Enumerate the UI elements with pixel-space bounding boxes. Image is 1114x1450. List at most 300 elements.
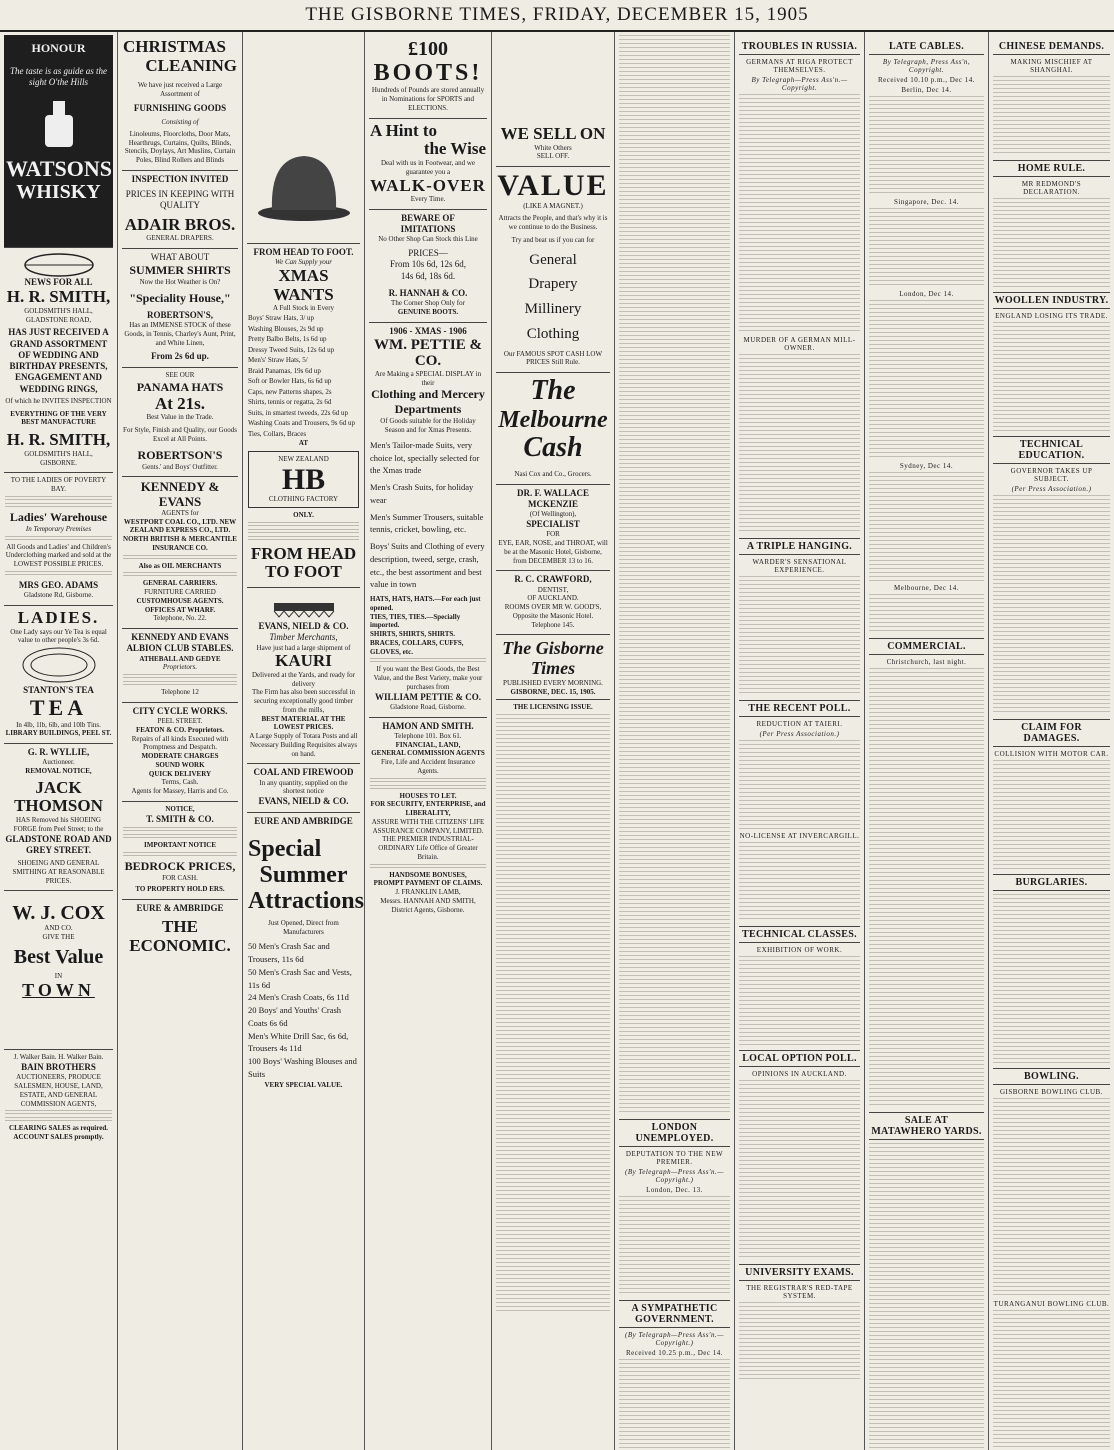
crawford-ad <box>496 571 610 635</box>
eure-ambridge-1: EURE & AMBRIDGE <box>136 903 224 914</box>
times-date: GISBORNE, DEC. 15, 1905. <box>496 688 610 700</box>
sell-off: SELL OFF. <box>536 152 570 161</box>
crawford-role: DENTIST, <box>537 585 569 594</box>
sympathetic-time: Received 10.25 p.m., Dec 14. <box>625 1349 723 1357</box>
bain-names: J. Walker Bain. H. Walker Bain. <box>13 1053 104 1062</box>
bain-account: ACCOUNT SALES promptly. <box>13 1133 104 1142</box>
pettie-braces: BRACES, COLLARS, CUFFS, GLOVES, etc. <box>370 638 464 656</box>
column-9 <box>989 32 1114 1450</box>
kennedy-evans-ad-2 <box>122 629 238 703</box>
beware-no: No Other Shop Can Stock this Line <box>378 235 478 244</box>
russia-body <box>739 94 860 334</box>
hannah-genuine: GENUINE BOOTS. <box>397 307 459 316</box>
evans-delivered: Delivered at the Yards, and ready for delivery <box>251 670 356 688</box>
times-title: The Gisborne Times <box>502 638 604 679</box>
cycle-title: CITY CYCLE WORKS. <box>132 705 228 716</box>
cleaning-word: CLEANING <box>145 55 237 75</box>
value-attracts: Attracts the People, and that's why it is we continue to do the Business. <box>498 214 608 232</box>
christmas-word: CHRISTMAS <box>123 37 226 56</box>
very-special: VERY SPECIAL VALUE. <box>264 1080 343 1089</box>
notice-heading: NOTICE, <box>165 804 195 813</box>
robertson-1: ROBERTSON'S, <box>147 310 213 321</box>
cycle-props: FEATON & CO. Proprietors. <box>135 725 225 734</box>
late-melbourne: Melbourne, Dec 14. <box>894 584 959 592</box>
xmas-wants: XMAS WANTS <box>273 266 334 304</box>
cycle-sound: SOUND WORK <box>155 760 205 769</box>
crawford-rooms: ROOMS OVER MR W. GOOD'S, Opposite the Masonic Hotel. <box>504 603 602 620</box>
globe-icon <box>19 251 99 277</box>
pettie-if-want: If you want the Best Goods, the Best Value, and the Best Variety, make your purchases from <box>373 665 483 691</box>
pettie-item-4: Boys' Suits and Clothing of every description, tweed, serge, crash, etc., the best assortment and best value in town <box>370 541 485 590</box>
poll-body <box>739 740 860 830</box>
mckenzie-role: SPECIALIST <box>526 519 580 530</box>
we-can-supply: We Can Supply your <box>274 258 333 267</box>
tea-stockist: LIBRARY BUILDINGS, PEEL ST. <box>5 729 112 738</box>
hamon-fin: FINANCIAL, LAND, <box>395 740 461 749</box>
tea-claim: One Lady says our Ye Tea is equal value to other people's 3s 6d. <box>10 627 107 645</box>
bain-role: AUCTIONEERS, PRODUCE SALESMEN, HOUSE, LAND, ESTATE, AND GENERAL COMMISSION AGENTS, <box>14 1073 103 1108</box>
security-line: FOR SECURITY, ENTERPRISE, and LIBERALITY, <box>370 800 486 818</box>
thomson-addr: GLADSTONE ROAD AND GREY STREET. <box>5 833 112 855</box>
honour-label: HONOUR <box>31 41 86 55</box>
watsons-whisky-ad <box>4 35 113 248</box>
xmas-year: 1906 - XMAS - 1906 <box>389 325 467 336</box>
evans-stock: A Large Supply of Totara Posts and all Necessary Building Requisites always on hand. <box>249 732 358 758</box>
mckenzie-ad <box>496 485 610 572</box>
at-label: AT <box>298 439 309 448</box>
bowling-body-2 <box>993 1310 1110 1450</box>
atheball-gedye: ATHEBALL AND GEDYE <box>139 654 221 663</box>
deputation-credit: (By Telegraph—Press Ass'n.—Copyright.) <box>625 1168 724 1184</box>
watsons-brand: WATSONS <box>6 155 112 181</box>
coal-name: EVANS, NIELD & CO. <box>258 796 349 807</box>
hannah-corner: The Corner Shop Only for <box>391 299 465 308</box>
adair-role: GENERAL DRAPERS. <box>146 234 214 243</box>
panama-price: At 21s. <box>154 393 206 413</box>
crawford-name: R. C. CRAWFORD, <box>514 574 592 585</box>
mens-item-5: Suits, in smartest tweeds, 22s 6d up <box>248 408 348 417</box>
thomson-name: JACK THOMSON <box>14 777 103 816</box>
mens-item-4: Shirts, tennis or regatta, 2s 6d <box>248 398 332 407</box>
hint-ad <box>369 119 487 210</box>
pettie-hats: HATS, HATS, HATS.—For each just opened. <box>370 595 481 612</box>
economic-ad <box>122 900 238 961</box>
value-like: (LIKE A MAGNET.) <box>523 201 583 210</box>
matawhero-body <box>869 1143 984 1450</box>
hamon-fire: Fire, Life and Accident Insurance Agents. <box>381 758 475 775</box>
speciality-house: "Speciality House," <box>129 291 231 306</box>
kennedy-name-1: KENNEDY & EVANS <box>140 479 220 509</box>
riga-sub: GERMANS AT RIGA PROTECT THEMSELVES. <box>746 58 853 74</box>
matawhero-heading: SALE AT MATAWHERO YARDS. <box>869 1112 984 1140</box>
hint-wise: the Wise <box>423 139 486 159</box>
column-8 <box>865 32 989 1450</box>
smith-co-name: T. SMITH & CO. <box>146 813 214 824</box>
hamon-smith-ad <box>369 718 487 920</box>
bowler-hat-icon <box>254 38 354 228</box>
smith-address-2: GOLDSMITH'S HALL, GISBORNE. <box>24 449 93 467</box>
russia-heading: TROUBLES IN RUSSIA. <box>739 39 860 55</box>
smith-name-1: H. R. SMITH, <box>6 287 111 307</box>
saw-icon <box>264 591 344 621</box>
ladies-lines: All Goods and Ladies' and Children's Underclothing marked and sold at the LOWEST POSSIBLE PRICES. <box>5 542 112 569</box>
hint-text: Deal with us in Footwear, and we guarantee you a <box>380 159 475 176</box>
cox-and: AND CO. <box>44 924 73 933</box>
property-holders: TO PROPERTY HOLD ERS. <box>135 885 225 894</box>
column-7 <box>735 32 865 1450</box>
boots-text: Hundreds of Pounds are stored annually in Nominations for SPORTS and ELECTIONS. <box>371 86 485 112</box>
robertson-2: ROBERTSON'S <box>137 447 223 462</box>
removal-notice: REMOVAL NOTICE, <box>25 767 92 775</box>
hb-nz: NEW ZEALAND <box>278 454 329 463</box>
cycle-agents: Agents for Massey, Harris and Co. <box>131 787 229 796</box>
just-opened: Just Opened, Direct from Manufacturers <box>268 918 339 936</box>
attraction-6: 100 Boys' Washing Blouses and Suits <box>248 1056 357 1079</box>
summer-shirts-ad <box>122 249 238 368</box>
mens-item-3: Caps, new Patterns shapes, 2s <box>248 387 332 396</box>
thomson-text: HAS Removed his SHOEING FORGE from Peel Street; to the <box>13 816 104 833</box>
home-rule-body <box>993 198 1110 288</box>
kennedy-evans-ad-1 <box>122 477 238 629</box>
attractions-list <box>248 940 359 1080</box>
sympathetic-heading: A SYMPATHETIC GOVERNMENT. <box>619 1300 730 1328</box>
attraction-2: 50 Men's Crash Sac and Vests, 11s 6d <box>248 966 352 990</box>
hat-illustration <box>247 35 360 244</box>
sympathetic-body <box>619 1359 730 1450</box>
column-5 <box>492 32 615 1450</box>
editorial <box>496 635 610 1314</box>
kennedy-oil: Also as OIL MERCHANTS <box>138 561 222 570</box>
eure-ad <box>247 813 364 1094</box>
hamon-gen: GENERAL COMMISSION AGENTS <box>371 749 485 758</box>
ladies-title: Ladies' Warehouse <box>9 509 108 524</box>
russia-copyright: By Telegraph—Press Ass'n.—Copyright. <box>751 76 848 92</box>
walk-over: WALK-OVER <box>370 175 486 195</box>
bain-clearing: CLEARING SALES as required. <box>9 1124 108 1133</box>
column-6-body-top <box>619 35 730 1115</box>
late-berlin: Berlin, Dec 14. <box>901 86 952 94</box>
column-6 <box>615 32 735 1450</box>
late-body-4 <box>869 472 984 582</box>
mens-item-2: Soft or Bowler Hats, 6s 6d up <box>248 377 332 386</box>
hanging-body <box>739 576 860 696</box>
assure-line: ASSURE WITH THE CITIZENS' LIFE ASSURANCE COMPANY, LIMITED. <box>371 817 485 835</box>
hamon-district: District Agents, Gisborne. <box>391 905 465 914</box>
smith-received: HAS JUST RECEIVED A GRAND ASSORTMENT OF WEDDING AND BIRTHDAY PRESENTS, ENGAGEMENT AND WEDDING RINGS, <box>8 327 109 394</box>
houses-to-let: HOUSES TO LET. <box>399 791 457 800</box>
redmond-sub: MR REDMOND'S DECLARATION. <box>1021 180 1082 196</box>
whisky-brand: WHISKY <box>16 180 101 203</box>
cycle-quick: QUICK DELIVERY <box>148 769 212 778</box>
exhibition-sub: EXHIBITION OF WORK. <box>756 946 843 954</box>
invercargill-sub: NO-LICENSE AT INVERCARGILL. <box>739 832 860 840</box>
london-unemployed-heading: LONDON UNEMPLOYED. <box>619 1119 730 1147</box>
technical-body <box>739 956 860 1046</box>
attractions-word: Attractions <box>248 888 364 915</box>
bowling-heading: BOWLING. <box>993 1068 1110 1085</box>
smith-invite: Of which he INVITES INSPECTION <box>5 396 112 405</box>
cash-word: Cash <box>523 432 583 464</box>
prices-keeping: PRICES IN KEEPING WITH QUALITY <box>125 189 235 211</box>
from-head-to-foot-2: FROM HEAD TO FOOT <box>250 543 357 582</box>
hint-a: A Hint to <box>370 120 438 140</box>
burglaries-heading: BURGLARIES. <box>993 874 1110 891</box>
ladies-warehouse-ad <box>4 473 113 606</box>
smith-everything: EVERYTHING OF THE VERY BEST MANUFACTURE <box>10 409 107 427</box>
ladies-owner: MRS GEO. ADAMS <box>18 579 99 590</box>
prices-1: From 10s 6d, 12s 6d, <box>389 259 466 270</box>
recent-poll-heading: THE RECENT POLL. <box>739 700 860 717</box>
boys-straw-hats: Boys' Straw Hats, 3/ up <box>248 314 315 323</box>
tea-word: TEA <box>29 695 88 721</box>
kauri-word: KAURI <box>275 651 332 671</box>
deputation-sub: DEPUTATION TO THE NEW PREMIER. <box>625 1150 724 1166</box>
bain-ad <box>4 1050 113 1147</box>
evans-name: EVANS, NIELD & CO. <box>258 621 349 631</box>
home-rule-heading: HOME RULE. <box>993 160 1110 177</box>
crawford-tel: Telephone 145. <box>531 620 575 629</box>
pettie-name: WM. PETTIE & CO. <box>374 336 482 370</box>
kennedy-tel: Telephone, No. 22. <box>153 614 207 623</box>
cox-give: GIVE THE <box>42 933 75 942</box>
kennedy-name-2: KENNEDY AND EVANS <box>131 632 229 643</box>
bowling-body-1 <box>993 1098 1110 1298</box>
value-ad <box>496 167 610 373</box>
crawford-of: OF AUCKLAND. <box>527 594 579 603</box>
late-received: Received 10.10 p.m., Dec 14. <box>877 76 975 84</box>
late-cables-heading: LATE CABLES. <box>869 39 984 55</box>
we-sell-on: WE SELL ON <box>500 124 606 143</box>
pettie-shirts: SHIRTS, SHIRTS, SHIRTS. <box>370 630 456 639</box>
value-title: VALUE <box>497 169 609 203</box>
column-4 <box>365 32 492 1450</box>
albion-stables: ALBION CLUB STABLES. <box>126 643 234 654</box>
hannah-name: R. HANNAH & CO. <box>388 287 468 298</box>
chinese-body <box>993 76 1110 156</box>
evans-notice: The Firm has also been successful in securing exceptionally good timber from the mills, <box>251 688 356 714</box>
general-word: General <box>529 251 577 268</box>
wyllie-name: G. R. WYLLIE, <box>27 747 90 757</box>
sell-on-ad <box>496 35 610 167</box>
london-body <box>619 1196 730 1296</box>
university-exams-heading: UNIVERSITY EXAMS. <box>739 1264 860 1281</box>
sympathetic-credit: (By Telegraph—Press Ass'n.—Copyright.) <box>625 1331 724 1347</box>
masthead: THE GISBORNE TIMES, FRIDAY, DECEMBER 15, 1905 <box>0 0 1114 32</box>
panama-style: For Style, Finish and Quality, our Goods Excel at All Points. <box>123 426 237 443</box>
melbourne-cash-ad <box>496 373 610 485</box>
smith-name-2: H. R. SMITH, <box>6 430 111 450</box>
boys-list <box>248 313 359 439</box>
hb-logo <box>248 451 359 508</box>
late-body-5 <box>869 594 984 634</box>
technical-classes-heading: TECHNICAL CLASSES. <box>739 926 860 943</box>
mens-item-7: Ties, Collars, Braces <box>248 429 307 438</box>
cycle-moderate: MODERATE CHARGES <box>141 752 219 761</box>
value-try: Try and beat us if you can for <box>511 235 595 244</box>
claim-body <box>993 760 1110 870</box>
millinery-word: Millinery <box>524 301 582 318</box>
evans-role: Timber Merchants, <box>269 632 338 643</box>
hamon-name: HAMON AND SMITH. <box>382 720 474 731</box>
cash-melbourne: Melbourne <box>498 406 608 433</box>
bottle-icon <box>29 99 89 149</box>
column-3 <box>243 32 365 1450</box>
mckenzie-of: (Of Wellington), <box>529 510 577 519</box>
important-notice: IMPORTANT NOTICE <box>143 840 217 849</box>
kennedy-carriers: GENERAL CARRIERS. <box>142 579 218 588</box>
pettie-ad <box>369 323 487 718</box>
late-london: London, Dec 14. <box>899 290 954 298</box>
watsons-tagline: The taste is as guide as the sight O'the Hills <box>10 66 107 88</box>
wyllie-role: Auctioneer. <box>42 758 75 767</box>
evans-shipment: Have just had a large shipment of <box>256 643 351 652</box>
turanganui-sub: TURANGANUI BOWLING CLUB. <box>993 1300 1110 1308</box>
ladies-intro: TO THE LADIES OF POVERTY BAY. <box>10 476 107 494</box>
evans-best: BEST MATERIAL AT THE LOWEST PRICES. <box>261 714 346 732</box>
cycle-street: PEEL STREET. <box>157 717 203 726</box>
woollen-heading: WOOLLEN INDUSTRY. <box>993 292 1110 309</box>
what-about: WHAT ABOUT <box>150 252 210 263</box>
summer-word: Summer <box>259 862 348 889</box>
woollen-body <box>993 322 1110 432</box>
news-for-all: NEWS FOR ALL <box>24 277 93 287</box>
smith-address-1: GOLDSMITH'S HALL, GLADSTONE ROAD, <box>24 306 93 324</box>
mckenzie-name: DR. F. WALLACE MCKENZIE <box>516 487 590 510</box>
inspection-invited: INSPECTION INVITED <box>131 173 229 184</box>
kennedy-agents: AGENTS for <box>161 508 199 517</box>
shirt-price: From 2s 6d up. <box>151 350 209 361</box>
hb-only: ONLY. <box>293 510 314 519</box>
hamon-agents: Messrs. HANNAH AND SMITH, <box>380 896 476 905</box>
mckenzie-for: FOR <box>546 530 560 539</box>
boys-item-2: Pretty Balbo Belts, 1s 6d up <box>248 335 327 344</box>
albion-props: Proprietors. <box>162 663 198 672</box>
beware-imitations: IMITATIONS <box>400 224 456 235</box>
pettie-item-1: Men's Tailor-made Suits, very choice lot, specially selected for the Xmas trade <box>370 439 480 476</box>
hamon-tel: Telephone 101. Box 61. <box>394 731 462 740</box>
commercial-christchurch: Christchurch, last night. <box>886 658 967 666</box>
kennedy-furniture: FURNITURE CARRIED <box>144 588 216 597</box>
boots-ad <box>369 35 487 119</box>
handsome-bonuses: HANDSOME BONUSES, <box>389 870 467 879</box>
woollen-sub: ENGLAND LOSING ITS TRADE. <box>995 312 1108 320</box>
value-our: Our FAMOUS SPOT CASH LOW PRICES Still Rule. <box>503 349 603 367</box>
tea-tins: In 4lb, 1lb, 6lb, and 10lb Tins. <box>16 720 101 729</box>
special-word: Special <box>248 835 322 862</box>
auckland-opinions-sub: OPINIONS IN AUCKLAND. <box>752 1070 847 1078</box>
hb-letters: HB <box>281 462 326 496</box>
cox-name: W. J. COX <box>12 902 105 925</box>
kennedy-office: OFFICES AT WHARF. <box>144 605 216 614</box>
ladies-heading: LADIES. <box>17 607 100 627</box>
murder-body <box>739 354 860 534</box>
pettie-item-3: Men's Summer Trousers, suitable tennis, cricket, bowling, etc. <box>370 511 484 535</box>
william-pettie: WILLIAM PETTIE & CO. <box>374 691 481 702</box>
recent-assoc: (Per Press Association.) <box>759 730 840 738</box>
shanghai-sub: MAKING MISCHIEF AT SHANGHAI. <box>1010 58 1093 74</box>
cash-grocers: Nasi Cox and Co., Grocers. <box>514 470 592 479</box>
attraction-5: Men's White Drill Sac, 6s 6d, Trousers 4s 11d <box>248 1030 349 1054</box>
cycle-repairs: Repairs of all kinds Executed with Promptness and Despatch. <box>131 734 229 752</box>
panama-title: PANAMA HATS <box>136 379 224 394</box>
boots-title: BOOTS! <box>373 60 483 86</box>
local-option-heading: LOCAL OPTION POLL. <box>739 1050 860 1067</box>
attraction-3: 24 Men's Crash Coats, 6s 11d <box>248 992 349 1003</box>
deputation-date: London, Dec. 13. <box>646 1186 703 1194</box>
pettie-clothing: Clothing and Mercery <box>371 387 485 402</box>
taieri-sub: REDUCTION AT TAIERI. <box>756 720 843 728</box>
column-2 <box>118 32 243 1450</box>
chinese-demands-heading: CHINESE DEMANDS. <box>993 39 1110 55</box>
commercial-body <box>869 668 984 1108</box>
licensing-issue: THE LICENSING ISSUE. <box>513 702 593 711</box>
governor-sub: GOVERNOR TAKES UP SUBJECT. <box>1010 467 1093 483</box>
stanton-tea-ad <box>4 606 113 744</box>
warder-sub: WARDER'S SENSATIONAL EXPERIENCE. <box>752 558 847 574</box>
late-singapore: Singapore, Dec. 14. <box>894 198 959 206</box>
adair-name: ADAIR BROS. <box>124 214 236 234</box>
eure-name: EURE AND AMBRIDGE <box>254 816 353 827</box>
drapery-word: Drapery <box>528 276 578 293</box>
clothing-word: Clothing <box>526 325 580 342</box>
albion-tel: Telephone 12 <box>161 688 199 697</box>
cycle-terms: Terms, Cash. <box>161 778 199 787</box>
pettie-making: Are Making a SPECIAL DISPLAY in their <box>374 369 482 387</box>
late-copyright: By Telegraph, Press Ass'n, Copyright. <box>882 58 971 74</box>
mckenzie-text: EYE, EAR, NOSE, and THROAT, will be at the Masonic Hotel, Gisborne, from DECEMBER 13 to 16. <box>498 539 608 565</box>
mens-straw-hats: Men's' Straw Hats, 5/ <box>248 356 308 365</box>
commercial-heading: COMMERCIAL. <box>869 638 984 655</box>
boys-item-1: Washing Blouses, 2s 9d up <box>248 324 324 333</box>
xmas-wants-ad <box>247 244 360 588</box>
tea-seal-icon <box>19 645 99 685</box>
consisting-of: Consisting of <box>161 118 199 127</box>
christmas-cleaning-ad <box>122 35 238 171</box>
late-body-3 <box>869 300 984 460</box>
furnishing-goods: FURNISHING GOODS <box>133 102 227 113</box>
coal-text: In any quantity, supplied on the shortest notice <box>259 778 348 796</box>
invercargill-body <box>739 842 860 922</box>
burglaries-body <box>993 894 1110 1064</box>
pettie-list <box>370 439 486 591</box>
pettie-item-2: Men's Crash Suits, for holiday wear <box>370 482 474 505</box>
pettie-ties: TIES, TIES, TIES.—Specially imported. <box>370 612 461 630</box>
technical-edu-body <box>993 495 1110 715</box>
white-others: White Others <box>534 143 572 152</box>
local-body <box>739 1080 860 1260</box>
from-head-to-foot: FROM HEAD TO FOOT. <box>253 247 354 257</box>
times-pub: PUBLISHED EVERY MORNING. <box>503 679 603 688</box>
kennedy-customs: CUSTOMHOUSE AGENTS. <box>136 596 224 605</box>
collision-sub: COLLISION WITH MOTOR CAR. <box>994 750 1109 758</box>
cycle-works-ad <box>122 703 238 802</box>
late-sydney: Sydney, Dec 14. <box>899 462 954 470</box>
claim-heading: CLAIM FOR DAMAGES. <box>993 719 1110 747</box>
beware-ad <box>369 210 487 323</box>
economic-title: THE ECONOMIC. <box>129 917 231 956</box>
summer-shirts-title: SUMMER SHIRTS <box>129 263 231 278</box>
attraction-4: 20 Boys' and Youths' Crash Coats 6s 6d <box>248 1005 342 1028</box>
coal-ad <box>247 764 360 813</box>
technical-assoc: (Per Press Association.) <box>1011 485 1092 493</box>
furnishing-items: Linoleums, Floorcloths, Door Mats, Hearthrugs, Curtains, Quilts, Blinds, Stencils, Doylays, Art Muslins, Curtain Poles, Blind Rollers and Blinds <box>124 129 236 165</box>
cox-ad <box>4 891 113 1050</box>
ladies-sub: In Temporary Premises <box>25 524 92 533</box>
beware-title: BEWARE OF <box>401 212 455 223</box>
evans-nield-ad <box>247 588 360 764</box>
late-body-1 <box>869 96 984 196</box>
hot-weather: Now the Hot Weather is On? <box>139 278 221 287</box>
